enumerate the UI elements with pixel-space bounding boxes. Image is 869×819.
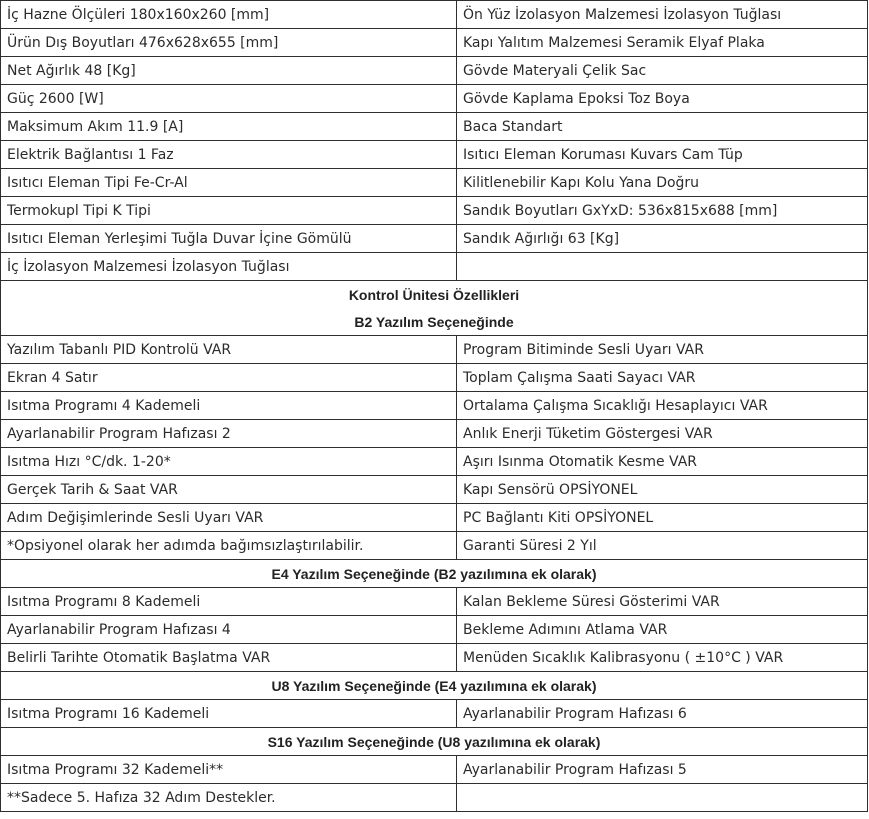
- spec-cell: Ayarlanabilir Program Hafızası 2: [1, 420, 457, 448]
- spec-cell: Gövde Kaplama Epoksi Toz Boya: [457, 85, 868, 113]
- table-row: [1, 29, 868, 57]
- section-header-row: [1, 281, 868, 309]
- spec-cell: [457, 784, 868, 812]
- table-row: [1, 784, 868, 812]
- spec-cell: Ön Yüz İzolasyon Malzemesi İzolasyon Tuğlası: [457, 1, 868, 29]
- table-row: [1, 113, 868, 141]
- section-header-row: [1, 728, 868, 756]
- spec-cell: Gerçek Tarih & Saat VAR: [1, 476, 457, 504]
- table-row: [1, 504, 868, 532]
- table-row: [1, 532, 868, 560]
- e4-section-title: E4 Yazılım Seçeneğinde (B2 yazılımına ek olarak): [1, 560, 868, 588]
- table-row: [1, 85, 868, 113]
- spec-cell: Güç 2600 [W]: [1, 85, 457, 113]
- table-row: [1, 756, 868, 784]
- spec-cell: Isıtma Programı 32 Kademeli**: [1, 756, 457, 784]
- spec-cell: Bekleme Adımını Atlama VAR: [457, 616, 868, 644]
- spec-cell: Isıtıcı Eleman Tipi Fe-Cr-Al: [1, 169, 457, 197]
- spec-cell: Garanti Süresi 2 Yıl: [457, 532, 868, 560]
- s16-section-title: S16 Yazılım Seçeneğinde (U8 yazılımına ek olarak): [1, 728, 868, 756]
- spec-cell: Sandık Boyutları GxYxD: 536x815x688 [mm]: [457, 197, 868, 225]
- section-header-row: [1, 560, 868, 588]
- spec-cell: Ürün Dış Boyutları 476x628x655 [mm]: [1, 29, 457, 57]
- spec-cell: Adım Değişimlerinde Sesli Uyarı VAR: [1, 504, 457, 532]
- table-row: [1, 644, 868, 672]
- spec-cell: İç Hazne Ölçüleri 180x160x260 [mm]: [1, 1, 457, 29]
- table-row: [1, 420, 868, 448]
- table-row: [1, 141, 868, 169]
- spec-cell: [457, 253, 868, 281]
- spec-cell: Net Ağırlık 48 [Kg]: [1, 57, 457, 85]
- table-row: [1, 588, 868, 616]
- spec-cell: Yazılım Tabanlı PID Kontrolü VAR: [1, 336, 457, 364]
- spec-cell: Elektrik Bağlantısı 1 Faz: [1, 141, 457, 169]
- table-row: [1, 1, 868, 29]
- section-header-row: [1, 308, 868, 336]
- spec-cell: Gövde Materyali Çelik Sac: [457, 57, 868, 85]
- u8-section-title: U8 Yazılım Seçeneğinde (E4 yazılımına ek olarak): [1, 672, 868, 700]
- spec-cell: Program Bitiminde Sesli Uyarı VAR: [457, 336, 868, 364]
- spec-cell: Isıtıcı Eleman Yerleşimi Tuğla Duvar İçine Gömülü: [1, 225, 457, 253]
- spec-cell: Sandık Ağırlığı 63 [Kg]: [457, 225, 868, 253]
- spec-cell: Isıtıcı Eleman Koruması Kuvars Cam Tüp: [457, 141, 868, 169]
- spec-cell: Kilitlenebilir Kapı Kolu Yana Doğru: [457, 169, 868, 197]
- spec-cell: Toplam Çalışma Saati Sayacı VAR: [457, 364, 868, 392]
- table-row: [1, 336, 868, 364]
- spec-cell: Isıtma Programı 4 Kademeli: [1, 392, 457, 420]
- table-row: [1, 392, 868, 420]
- spec-cell: PC Bağlantı Kiti OPSİYONEL: [457, 504, 868, 532]
- spec-cell: Kalan Bekleme Süresi Gösterimi VAR: [457, 588, 868, 616]
- b2-section-title: B2 Yazılım Seçeneğinde: [1, 308, 868, 336]
- control-unit-title: Kontrol Ünitesi Özellikleri: [1, 281, 868, 309]
- spec-cell: İç İzolasyon Malzemesi İzolasyon Tuğlası: [1, 253, 457, 281]
- spec-cell: Kapı Sensörü OPSİYONEL: [457, 476, 868, 504]
- spec-cell: Baca Standart: [457, 113, 868, 141]
- spec-cell: Isıtma Hızı °C/dk. 1-20*: [1, 448, 457, 476]
- spec-cell: **Sadece 5. Hafıza 32 Adım Destekler.: [1, 784, 457, 812]
- table-row: [1, 169, 868, 197]
- spec-cell: Anlık Enerji Tüketim Göstergesi VAR: [457, 420, 868, 448]
- table-row: [1, 253, 868, 281]
- table-row: [1, 700, 868, 728]
- spec-cell: Isıtma Programı 8 Kademeli: [1, 588, 457, 616]
- spec-cell: Menüden Sıcaklık Kalibrasyonu ( ±10°C ) VAR: [457, 644, 868, 672]
- spec-cell: Aşırı Isınma Otomatik Kesme VAR: [457, 448, 868, 476]
- table-row: [1, 57, 868, 85]
- section-header-row: [1, 672, 868, 700]
- table-row: [1, 197, 868, 225]
- spec-cell: Ortalama Çalışma Sıcaklığı Hesaplayıcı VAR: [457, 392, 868, 420]
- spec-cell: Termokupl Tipi K Tipi: [1, 197, 457, 225]
- spec-cell: Isıtma Programı 16 Kademeli: [1, 700, 457, 728]
- spec-cell: Maksimum Akım 11.9 [A]: [1, 113, 457, 141]
- spec-cell: *Opsiyonel olarak her adımda bağımsızlaştırılabilir.: [1, 532, 457, 560]
- spec-cell: Belirli Tarihte Otomatik Başlatma VAR: [1, 644, 457, 672]
- spec-cell: Ekran 4 Satır: [1, 364, 457, 392]
- table-row: [1, 448, 868, 476]
- spec-cell: Ayarlanabilir Program Hafızası 5: [457, 756, 868, 784]
- table-row: [1, 364, 868, 392]
- table-row: [1, 616, 868, 644]
- spec-cell: Ayarlanabilir Program Hafızası 4: [1, 616, 457, 644]
- spec-cell: Ayarlanabilir Program Hafızası 6: [457, 700, 868, 728]
- spec-cell: Kapı Yalıtım Malzemesi Seramik Elyaf Plaka: [457, 29, 868, 57]
- table-row: [1, 476, 868, 504]
- table-row: [1, 225, 868, 253]
